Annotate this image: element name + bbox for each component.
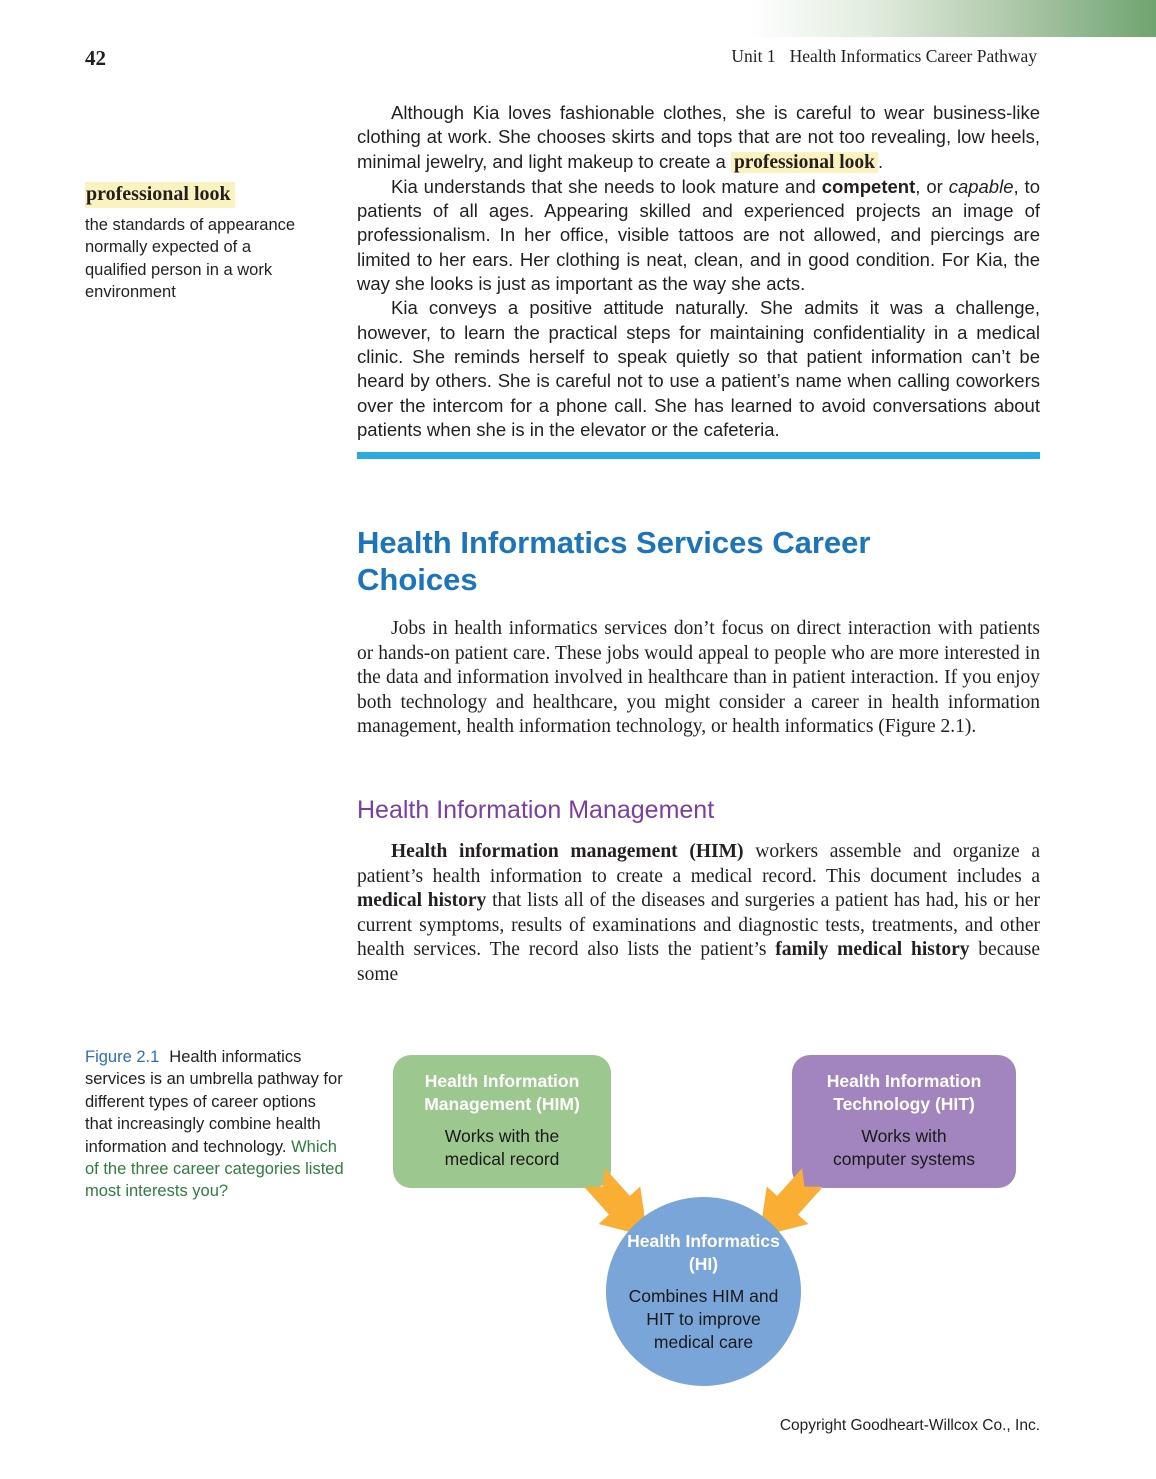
him-box-body: Works with the medical record <box>444 1126 560 1169</box>
highlighted-term: professional look <box>731 152 878 173</box>
figure-caption-text: Health informatics services is an umbrella pathway for different types of career options that increasingly combine health information and technology. <box>85 1048 343 1156</box>
paragraph-text: Although Kia loves fashionable clothes, she is careful to wear business-like clothing at work. She chooses skirts and tops that are not too revealing, low heels, minimal jewelry, and light makeup to create a <box>357 102 1040 172</box>
paragraph-text: , or <box>915 175 949 197</box>
hit-box-body: Works with computer systems <box>833 1126 975 1169</box>
section-heading: Health Informatics Services Career Choices <box>357 525 871 597</box>
kia-paragraph-3: Kia conveys a positive attitude naturally. She admits it was a challenge, however, to learn the practical steps for maintaining confidentiality in a medical clinic. She reminds herself to speak quietly so that patient information can’t be heard by others. She is careful not to use a patient’s name when calling coworkers over the intercom for a phone call. She has learned to avoid conversations about patients when she is in the elevator or the cafeteria. <box>357 297 1040 440</box>
bold-key-term: family medical history <box>775 939 970 960</box>
paragraph-text: , to patients of all ages. Appearing skilled and experienced projects an image of professionalism. In her office, visible tattoos are not allowed, and piercings are limited to her ears. Her clothing is neat, clean, and in good condition. For Kia, the way she looks is just as important as the way she acts. <box>357 175 1040 295</box>
hi-circle-title: Health Informatics (HI) <box>627 1231 780 1274</box>
bold-key-term: Health information management (HIM) <box>391 841 744 862</box>
figure-2-1-diagram <box>357 1040 1040 1410</box>
figure-label: Figure 2.1 <box>85 1048 160 1066</box>
copyright-footer: Copyright Goodheart-Willcox Co., Inc. <box>779 1417 1040 1434</box>
bold-term: competent <box>821 175 916 197</box>
him-box-title: Health Information Management (HIM) <box>424 1071 580 1114</box>
subsection-heading: Health Information Management <box>357 796 715 824</box>
margin-term: professional look <box>85 182 235 208</box>
section-intro-paragraph: Jobs in health informatics services don’t focus on direct interaction with patients or hands-on patient care. These jobs would appeal to people who are more interested in the data and information involved in healthcare than in patient interaction. If you enjoy both technology and healthcare, you might consider a career in health information management, health information technology, or health informatics (Figure 2.1). <box>357 618 1040 737</box>
hit-box <box>792 1055 1016 1188</box>
unit-label: Unit 1 <box>731 46 776 66</box>
unit-title: Health Informatics Career Pathway <box>789 46 1037 66</box>
hit-box-title: Health Information Technology (HIT) <box>826 1071 982 1114</box>
kia-paragraph-2 <box>357 175 1040 296</box>
page-number: 42 <box>85 46 106 70</box>
italic-term: capable <box>948 175 1014 197</box>
hi-circle-body: Combines HIM and HIT to improve medical care <box>628 1286 779 1352</box>
hi-circle <box>606 1197 801 1386</box>
paragraph-text: that lists all of the diseases and surgeries a patient has had, his or her current symptoms, results of examinations and diagnostic tests, treatments, and other health services. The record also lists the patient’s <box>357 890 1041 960</box>
bold-key-term: medical history <box>357 890 487 911</box>
kia-paragraph-1 <box>357 101 1040 175</box>
margin-term-definition: the standards of appearance normally expected of a qualified person in a work environment <box>85 216 296 302</box>
margin-vocabulary-note <box>85 182 310 304</box>
paragraph-text: workers assemble and organize a patient’s health information to create a medical record. This document includes a <box>357 841 1040 887</box>
running-header <box>85 46 1037 71</box>
figure-caption-question: Which of the three career categories listed most interests you? <box>85 1137 344 1201</box>
running-header-text <box>731 46 1037 67</box>
kia-narrative <box>357 101 1040 442</box>
him-paragraph <box>357 840 1040 987</box>
top-banner-gradient <box>750 0 1156 37</box>
paragraph-text: Kia understands that she needs to look mature and <box>391 175 822 197</box>
him-box <box>393 1055 611 1188</box>
paragraph-text: because some <box>357 939 1041 985</box>
section-divider-rule <box>357 452 1040 459</box>
paragraph-text: . <box>878 150 884 172</box>
figure-caption <box>85 1046 347 1203</box>
